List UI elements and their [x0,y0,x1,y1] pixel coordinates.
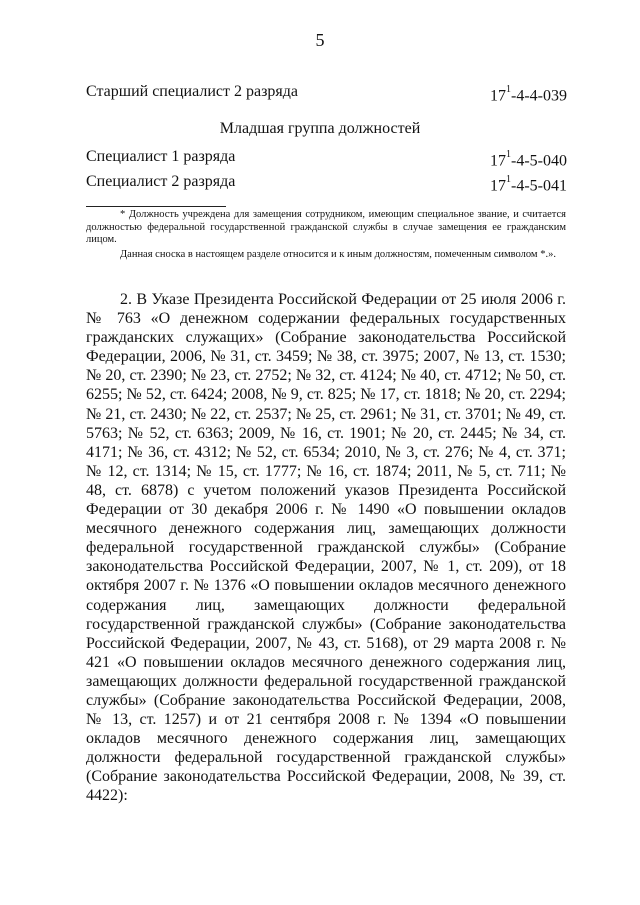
position-code: $17^1-4-4-039$ [490,84,567,105]
footnote-divider [86,206,226,207]
position-row-specialist-1 [86,147,567,170]
footnote-text: * Должность учреждена для замещения сотрудником, имеющим специальное звание, и считается должностью федеральной государственной гражданской службы в случае замещения ее гражданским лицом. [86,209,566,245]
position-title: Специалист 2 разряда [86,173,236,190]
position-title: Специалист 1 разряда [86,148,236,165]
group-title: Младшая группа должностей [219,120,421,137]
position-title: Старший специалист 2 разряда [86,83,298,100]
page-number: 5 [315,30,325,50]
body-paragraph: 2. В Указе Президента Российской Федерации от 25 июля 2006 г. № 763 «О денежном содержании федеральных государственных гражданских служащих» (Собрание законодательства Российской Федерации, 2006, № 31, ст. 3459; № 38, ст. 3975; 2007, № 13, ст. 1530; № 20, ст. 2390; № 23, ст. 2752; № 32, ст. 4124; № 40, ст. 4712; № 50, ст. 6255; № 52, ст. 6424; 2008, № 9, ст. 825; № 17, ст. 1818; № 20, ст. 2294; № 21, ст. 2430; № 22, ст. 2537; № 25, ст. 2961; № 31, ст. 3701; № 49, ст. 5763; № 52, ст. 6363; 2009, № 16, ст. 1901; № 20, ст. 2445; № 34, ст. 4171; № 36, ст. 4312; № 52, ст. 6534; 2010, № 3, ст. 276; № 4, ст. 371; № 12, ст. 1314; № 15, ст. 1777; № 16, ст. 1874; 2011, № 5, ст. 711; № 48, ст. 6878) с учетом положений указов Президента Российской Федерации от 30 декабря 2006 г. № 1490 «О повышении окладов месячного денежного содержания лиц, замещающих должности федеральной государственной гражданской службы» (Собрание законодательства Российской Федерации, 2007, № 1, ст. 209), от 18 октября 2007 г. № 1376 «О повышении окладов месячного денежного содержания лиц, замещающих должности федеральной государственной гражданской службы» (Собрание законодательства Российской Федерации, 2007, № 43, ст. 5168), от 29 марта 2008 г. № 421 «О повышении окладов месячного денежного содержания лиц, замещающих должности федеральной государственной гражданской службы» (Собрание законодательства Российской Федерации, 2008, № 13, ст. 1257) и от 21 сентября 2008 г. № 1394 «О повышении окладов месячного денежного содержания лиц, замещающих должности федеральной государственной гражданской службы» (Собрание законодательства Российской Федерации, 2008, № 39, ст. 4422): [86,291,566,805]
position-code: $17^1-4-5-041$ [490,174,567,195]
footnote-text: Данная сноска в настоящем разделе относится и к иным должностям, помеченным символом *.». [120,249,556,260]
position-row-senior-specialist-2 [86,82,567,105]
position-row-specialist-2 [86,172,567,195]
position-code: $17^1-4-5-040$ [490,149,567,170]
